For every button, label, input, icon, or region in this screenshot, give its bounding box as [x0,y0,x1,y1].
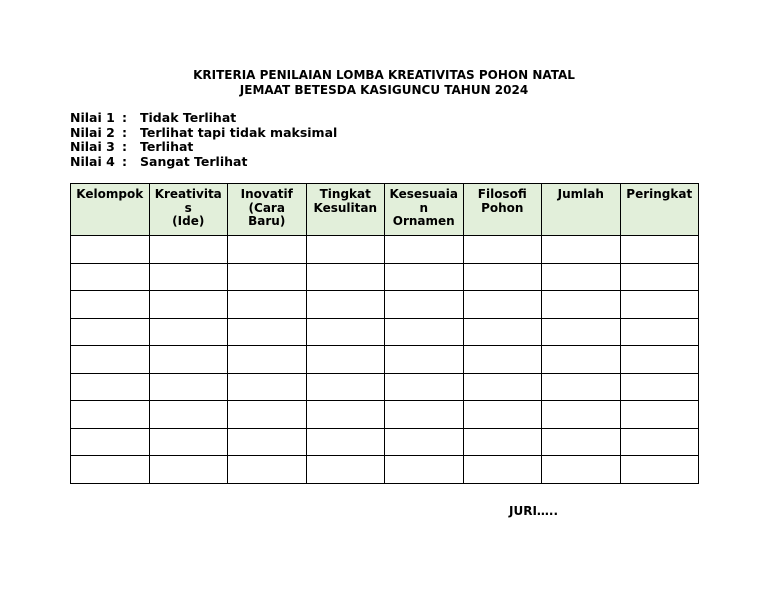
title-line-2: JEMAAT BETESDA KASIGUNCU TAHUN 2024 [239,83,529,97]
table-cell[interactable] [71,236,150,264]
table-cell[interactable] [620,428,699,456]
table-row [71,456,699,484]
table-cell[interactable] [228,456,307,484]
table-cell[interactable] [71,428,150,456]
header-inovatif: Inovatif (Cara Baru) [228,184,307,236]
table-cell[interactable] [71,373,150,401]
table-row [71,318,699,346]
criteria-description: Sangat Terlihat [140,153,248,169]
table-cell[interactable] [463,456,542,484]
table-cell[interactable] [463,291,542,319]
header-tingkat-kesulitan: Tingkat Kesulitan [306,184,385,236]
table-cell[interactable] [542,456,621,484]
table-cell[interactable] [620,291,699,319]
table-cell[interactable] [542,263,621,291]
table-header-row [71,184,699,236]
table-cell[interactable] [71,291,150,319]
criteria-item [70,155,337,170]
table-cell[interactable] [385,346,464,374]
table-cell[interactable] [228,291,307,319]
table-row [71,291,699,319]
table-cell[interactable] [385,291,464,319]
table-cell[interactable] [228,373,307,401]
table-cell[interactable] [228,401,307,429]
table-cell[interactable] [620,318,699,346]
scoring-table [70,183,699,484]
score-criteria-list [70,111,337,169]
table-cell[interactable] [71,456,150,484]
table-cell[interactable] [306,236,385,264]
table-cell[interactable] [306,456,385,484]
table-cell[interactable] [71,263,150,291]
table-cell[interactable] [149,291,228,319]
criteria-description: Terlihat [140,139,194,154]
table-cell[interactable] [620,236,699,264]
table-cell[interactable] [228,318,307,346]
criteria-item [70,126,337,141]
header-kelompok: Kelompok [71,184,150,236]
table-row [71,373,699,401]
table-cell[interactable] [385,401,464,429]
table-cell[interactable] [306,318,385,346]
table-cell[interactable] [542,291,621,319]
criteria-label: Nilai 3 [70,139,115,154]
table-cell[interactable] [542,318,621,346]
table-cell[interactable] [620,346,699,374]
criteria-label: Nilai 1 [70,110,115,125]
header-kreativitas: Kreativita s (Ide) [149,184,228,236]
table-cell[interactable] [149,236,228,264]
header-filosofi-pohon: Filosofi Pohon [463,184,542,236]
table-cell[interactable] [228,263,307,291]
table-cell[interactable] [71,346,150,374]
document-title [0,68,768,98]
criteria-item [70,140,337,155]
table-cell[interactable] [228,236,307,264]
table-cell[interactable] [620,401,699,429]
table-cell[interactable] [306,346,385,374]
table-cell[interactable] [149,401,228,429]
header-peringkat: Peringkat [620,184,699,236]
table-cell[interactable] [228,428,307,456]
table-cell[interactable] [542,401,621,429]
table-cell[interactable] [306,291,385,319]
table-cell[interactable] [463,346,542,374]
table-cell[interactable] [542,236,621,264]
table-cell[interactable] [542,346,621,374]
table-cell[interactable] [542,428,621,456]
table-cell[interactable] [149,456,228,484]
criteria-separator: : [122,153,127,169]
criteria-item [70,111,337,126]
table-cell[interactable] [385,318,464,346]
table-cell[interactable] [620,263,699,291]
table-row [71,346,699,374]
table-cell[interactable] [306,373,385,401]
table-cell[interactable] [306,401,385,429]
table-cell[interactable] [620,373,699,401]
table-cell[interactable] [385,373,464,401]
criteria-separator: : [122,124,127,140]
title-line-1: KRITERIA PENILAIAN LOMBA KREATIVITAS POHON NATAL [193,68,575,82]
criteria-separator: : [122,139,127,154]
table-cell[interactable] [385,428,464,456]
header-kesesuaian-ornamen: Kesesuaia n Ornamen [385,184,464,236]
table-cell[interactable] [542,373,621,401]
table-cell[interactable] [71,401,150,429]
table-cell[interactable] [463,373,542,401]
table-cell[interactable] [306,263,385,291]
criteria-label: Nilai 4 [70,153,115,169]
table-cell[interactable] [463,236,542,264]
table-cell[interactable] [463,263,542,291]
table-cell[interactable] [149,318,228,346]
table-cell[interactable] [149,263,228,291]
table-cell[interactable] [228,346,307,374]
table-cell[interactable] [385,456,464,484]
criteria-label: Nilai 2 [70,124,115,140]
table-cell[interactable] [620,456,699,484]
table-cell[interactable] [385,263,464,291]
table-cell[interactable] [149,373,228,401]
table-body [71,236,699,484]
table-row [71,428,699,456]
table-cell[interactable] [306,428,385,456]
table-cell[interactable] [463,401,542,429]
header-jumlah: Jumlah [542,184,621,236]
table-cell[interactable] [463,428,542,456]
table-cell[interactable] [385,236,464,264]
criteria-separator: : [122,110,127,125]
judge-signature-label: JURI….. [509,504,559,518]
table-cell[interactable] [463,318,542,346]
criteria-description: Terlihat tapi tidak maksimal [140,124,338,140]
table-row [71,401,699,429]
criteria-description: Tidak Terlihat [140,110,237,125]
table-row [71,236,699,264]
table-row [71,263,699,291]
table-cell[interactable] [149,346,228,374]
table-cell[interactable] [71,318,150,346]
table-cell[interactable] [149,428,228,456]
